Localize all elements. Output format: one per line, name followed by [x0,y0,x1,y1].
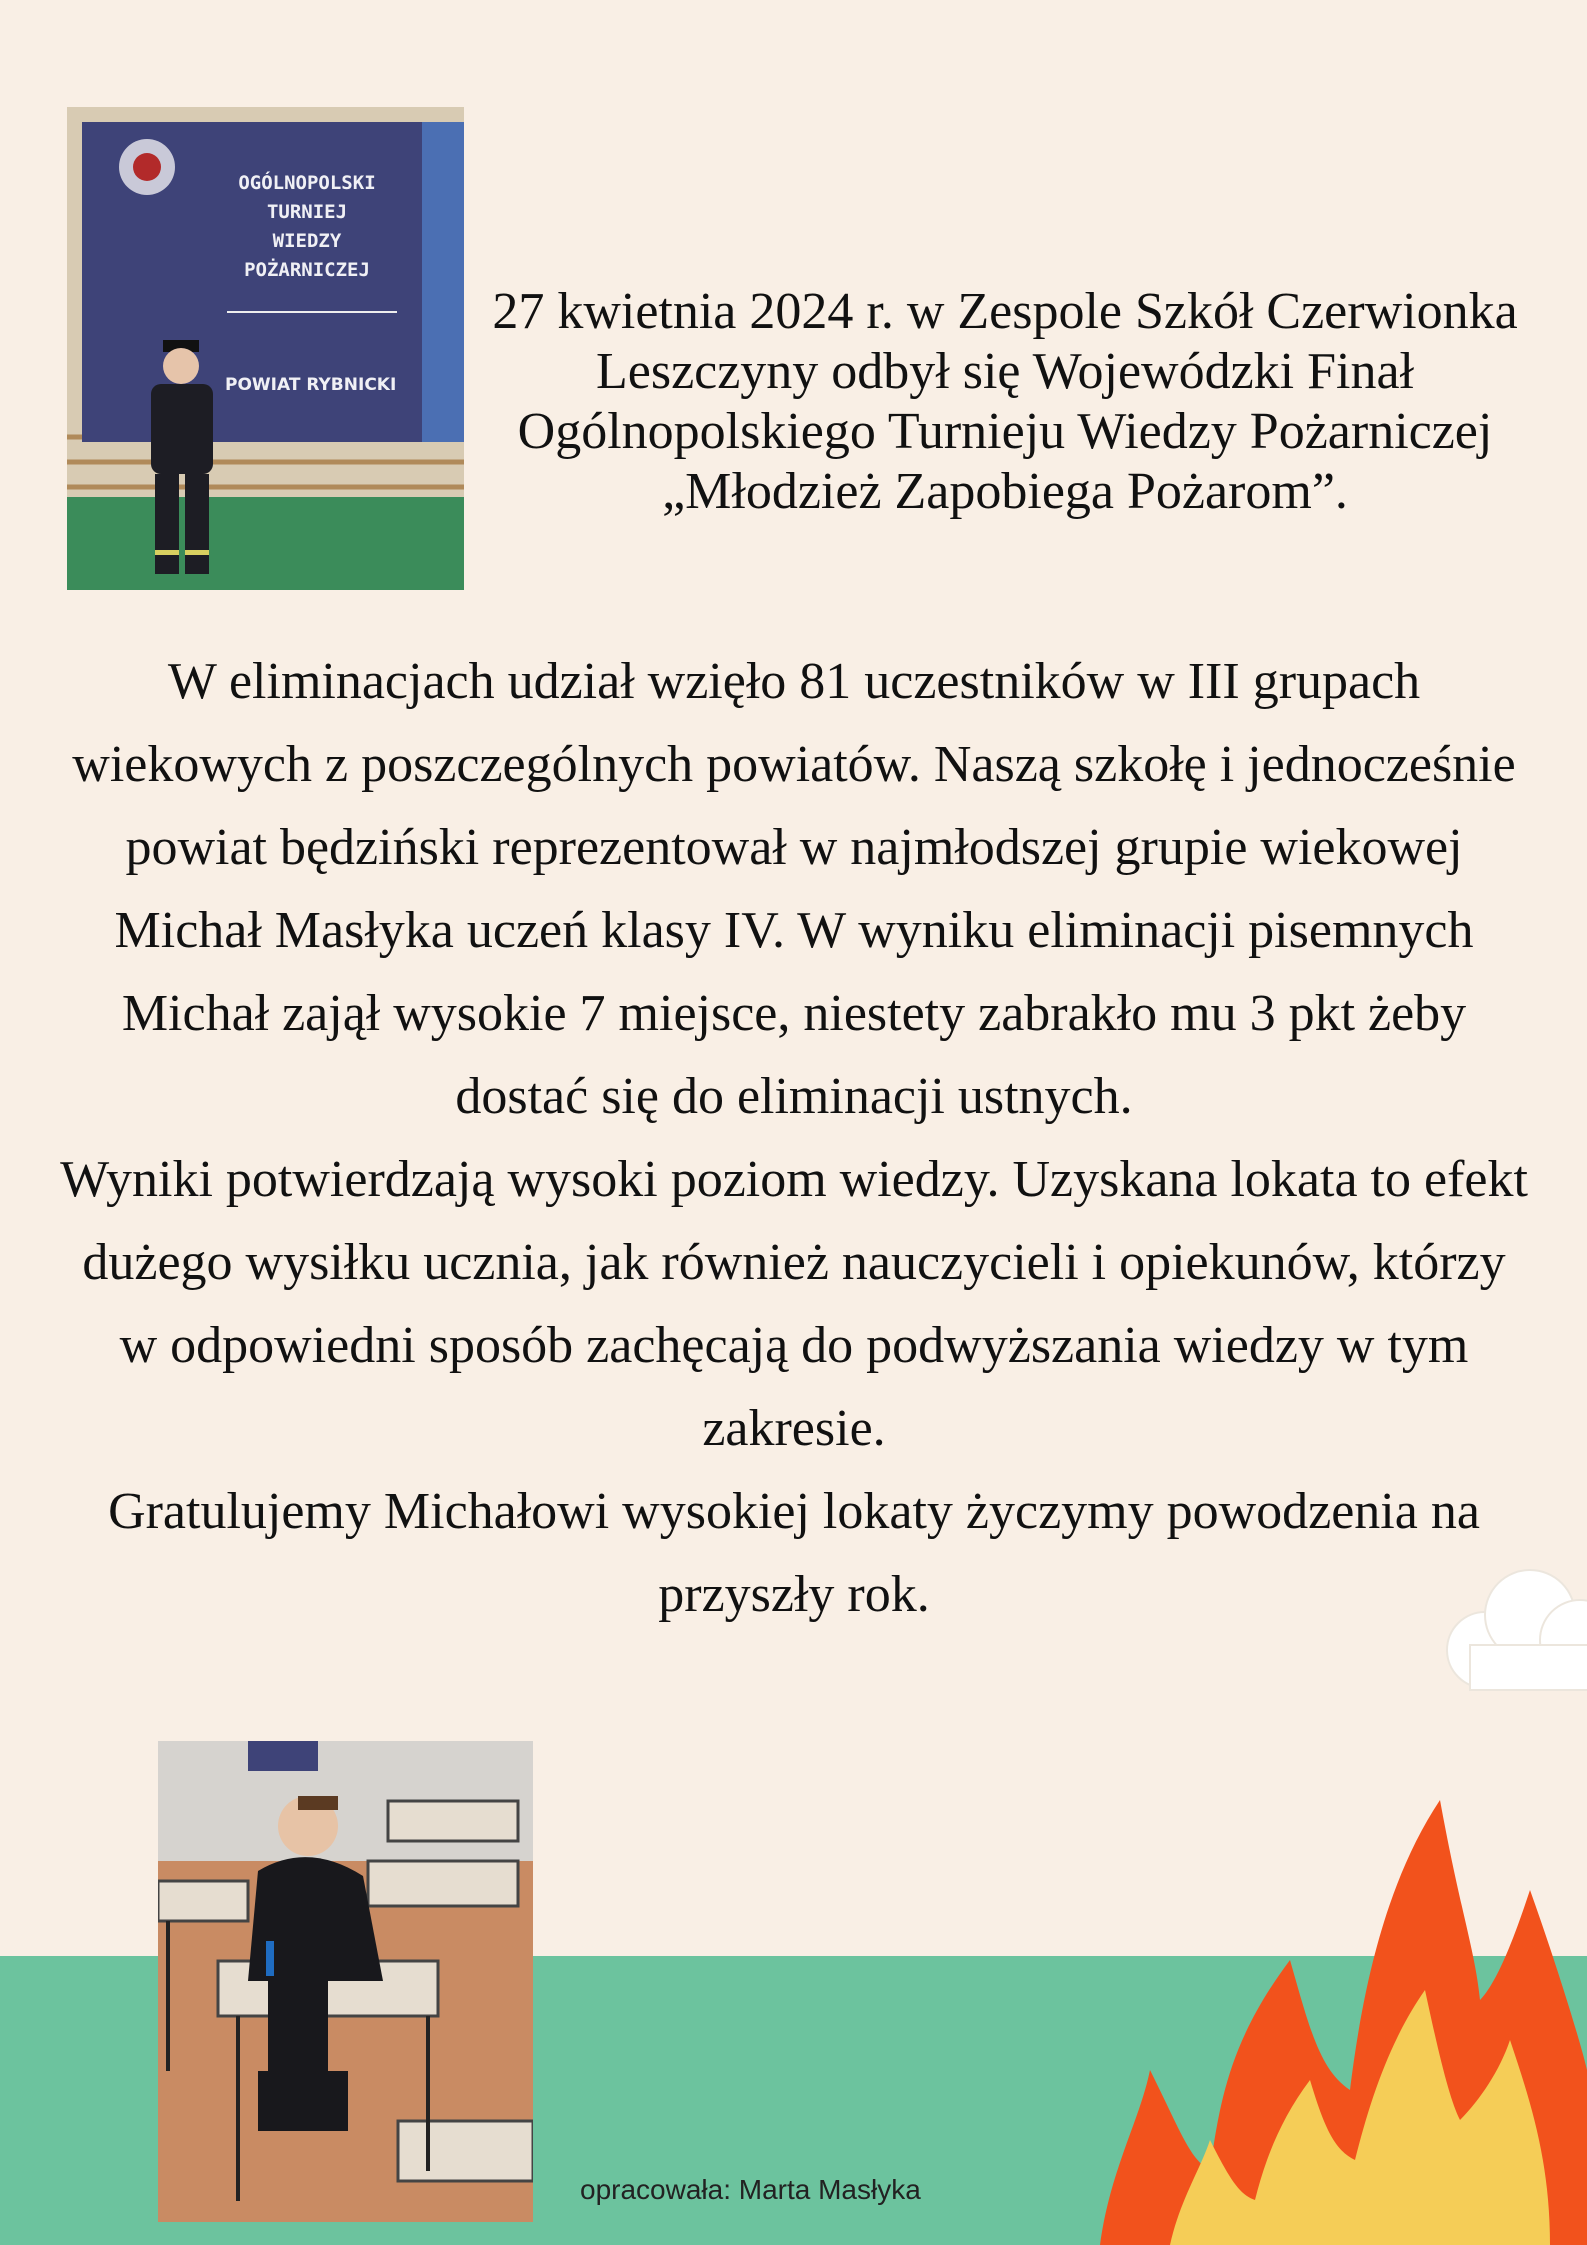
banner-line-4: POŻARNICZEJ [244,259,370,281]
photo-banner-student [67,107,464,590]
student-figure [137,332,227,582]
cloud-icon [1430,1545,1587,1705]
intro-paragraph: 27 kwietnia 2024 r. w Zespole Szkół Czerwionka Leszczyny odbył się Wojewódzki Finał Ogólnopolskiego Turnieju Wiedzy Pożarniczej „Młodzież Zapobiega Pożarom”. [492,283,1518,520]
body-paragraph-3: Gratulujemy Michałowi wysokiej lokaty życzymy powodzenia na przyszły rok. [108,1483,1480,1623]
banner-line-2: TURNIEJ [266,201,348,223]
banner-footer: POWIAT RYBNICKI [225,375,397,395]
flames-icon [1080,1740,1587,2245]
banner-line-1: OGÓLNOPOLSKI [238,172,376,194]
body-paragraph-2: Wyniki potwierdzają wysoki poziom wiedzy. Uzyskana lokata to efekt dużego wysiłku ucznia, jak również nauczycieli i opiekunów, którzy w odpowiedni sposób zachęcają do podwyższania wiedzy w tym zakresie. [60,1151,1528,1457]
banner-line-3: WIEDZY [272,230,342,252]
body-paragraph-1: W eliminacjach udział wzięło 81 uczestników w III grupach wiekowych z poszczególnych powiatów. Naszą szkołę i jednocześnie powiat będziński reprezentował w najmłodszej grupie wiekowej Michał Masłyka uczeń klasy IV. W wyniku eliminacji pisemnych Michał zajął wysokie 7 miejsce, niestety zabrakło mu 3 pkt żeby dostać się do eliminacji ustnych. [72,653,1516,1125]
credit-author: opracowała: Marta Masłyka [580,2174,921,2205]
banner-text [207,169,407,285]
article-body [60,640,1528,1636]
photo-student-at-desk [158,1741,533,2222]
